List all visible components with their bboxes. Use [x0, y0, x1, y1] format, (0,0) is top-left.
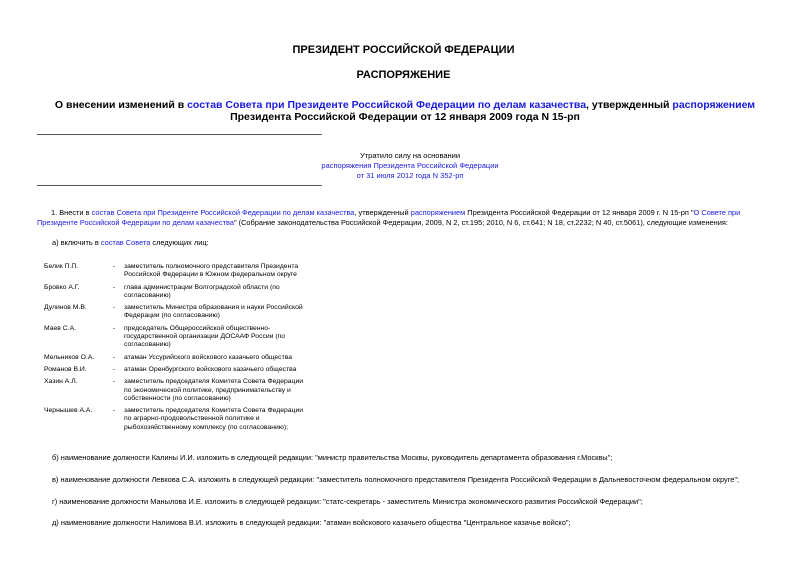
member-name: Романов В.И.	[44, 365, 87, 373]
member-dash: -	[112, 378, 116, 386]
member-row	[44, 304, 304, 321]
member-dash: -	[112, 365, 116, 373]
member-position: председатель Общероссийской общественно-государственной организации ДОСААФ России (по согласованию)	[124, 324, 286, 349]
member-name: Бровко А.Г.	[44, 283, 80, 291]
member-position: атаман Уссурийского войскового казачьего общества	[124, 353, 293, 361]
member-name: Белик П.П.	[44, 263, 79, 270]
item-a-text-2: следующих лиц:	[150, 238, 209, 247]
paragraph-1	[37, 208, 770, 228]
member-dash: -	[112, 407, 116, 415]
change-item-g: г) наименование должности Манылова И.Е. изложить в следующей редакции: "статс-секретарь - заместитель Министра экономического развития Российской Федерации";	[52, 497, 643, 506]
para1-link-order[interactable]: распоряжением	[410, 208, 466, 217]
member-row	[44, 325, 304, 350]
member-position: атаман Оренбургского войскового казачьего общества	[124, 365, 297, 373]
change-item-b: б) наименование должности Калины И.И. изложить в следующей редакции: "министр правительства Москвы, руководитель департамента образования г.Москвы";	[52, 453, 613, 462]
title-text-post: Президента Российской Федерации от 12 января 2009 года N 15-рп	[230, 111, 580, 123]
member-position: заместитель полномочного представителя Президента Российской Федерации в Южном федеральном округе	[124, 263, 299, 279]
item-a	[52, 238, 209, 247]
member-row	[44, 284, 304, 301]
member-name: Дулинов М.В.	[44, 304, 87, 312]
para1-text-4: " (Собрание законодательства Российской Федерации, 2009, N 2, ст.195; 2010, N 6, ст.641; N 18, ст.2232; N 40, ст.5061), следующие изменения:	[233, 218, 728, 227]
member-dash: -	[112, 353, 116, 361]
title-text-mid: , утвержденный	[586, 99, 673, 111]
member-dash: -	[112, 324, 116, 332]
member-name: Маев С.А.	[44, 324, 77, 332]
change-item-v: в) наименование должности Левкова С.А. изложить в следующей редакции: "заместитель полномочного представителя Президента Российской Федерации в Дальневосточном федеральном округе";	[52, 475, 740, 484]
issuer-heading: ПРЕЗИДЕНТ РОССИЙСКОЙ ФЕДЕРАЦИИ	[292, 44, 515, 56]
member-row	[44, 263, 304, 280]
member-dash: -	[112, 304, 116, 312]
member-name: Хазин А.Л.	[44, 378, 78, 386]
member-row	[44, 378, 304, 403]
member-row	[44, 354, 304, 362]
lost-force-link[interactable]: распоряжения Президента Российской Федерации	[321, 161, 499, 170]
para1-text-1: 1. Внести в	[51, 208, 92, 217]
document-type-heading: РАСПОРЯЖЕНИЕ	[356, 69, 451, 81]
title-link-order[interactable]: распоряжением	[672, 99, 756, 111]
lost-force-note	[320, 151, 500, 181]
para1-text-2: , утвержденный	[354, 208, 411, 217]
member-dash: -	[112, 283, 116, 291]
title-text-pre: О внесении изменений в	[54, 99, 188, 111]
change-item-d: д) наименование должности Налимова В.И. изложить в следующей редакции: "атаман войскового казачьего общества "Центральное казачье войско";	[52, 518, 571, 527]
para1-text-3: Президента Российской Федерации от 12 января 2009 г. N 15-рп "	[465, 208, 694, 217]
document-title	[40, 99, 770, 123]
item-a-text-1: а) включить в	[52, 238, 101, 247]
member-dash: -	[112, 263, 116, 270]
divider-bottom	[37, 185, 322, 186]
title-link-council-composition[interactable]: состав Совета при Президенте Российской Федерации по делам казачества	[187, 99, 587, 111]
member-position: заместитель председателя Комитета Совета Федерации по экономической политике, предпринимательству и собственности (по согласованию)	[124, 378, 304, 402]
lost-force-link-date[interactable]: от 31 июля 2012 года N 352-рп	[356, 171, 464, 180]
member-position: заместитель Министра образования и науки Российской Федерации (по согласованию)	[124, 304, 303, 320]
para1-link-council-composition[interactable]: состав Совета при Президенте Российской Федерации по делам казачества	[91, 208, 355, 217]
member-row	[44, 407, 304, 432]
member-name: Чернышев А.А.	[44, 407, 93, 415]
members-list	[44, 263, 304, 436]
item-a-link-council[interactable]: состав Совета	[100, 238, 151, 247]
member-row	[44, 366, 304, 374]
divider-top	[37, 134, 322, 135]
member-position: заместитель председателя Комитета Совета Федерации по аграрно-продовольственной политике и рыбохозяйственному комплексу (по согласованию);	[124, 407, 304, 431]
para1-link-council[interactable]: О Совете при Президенте Российской Федерации по делам казачества	[37, 208, 741, 227]
member-position: глава администрации Волгоградской области (по согласованию)	[124, 283, 280, 299]
lost-force-line1: Утратило силу на основании	[359, 151, 461, 160]
member-name: Мельников О.А.	[44, 353, 95, 361]
